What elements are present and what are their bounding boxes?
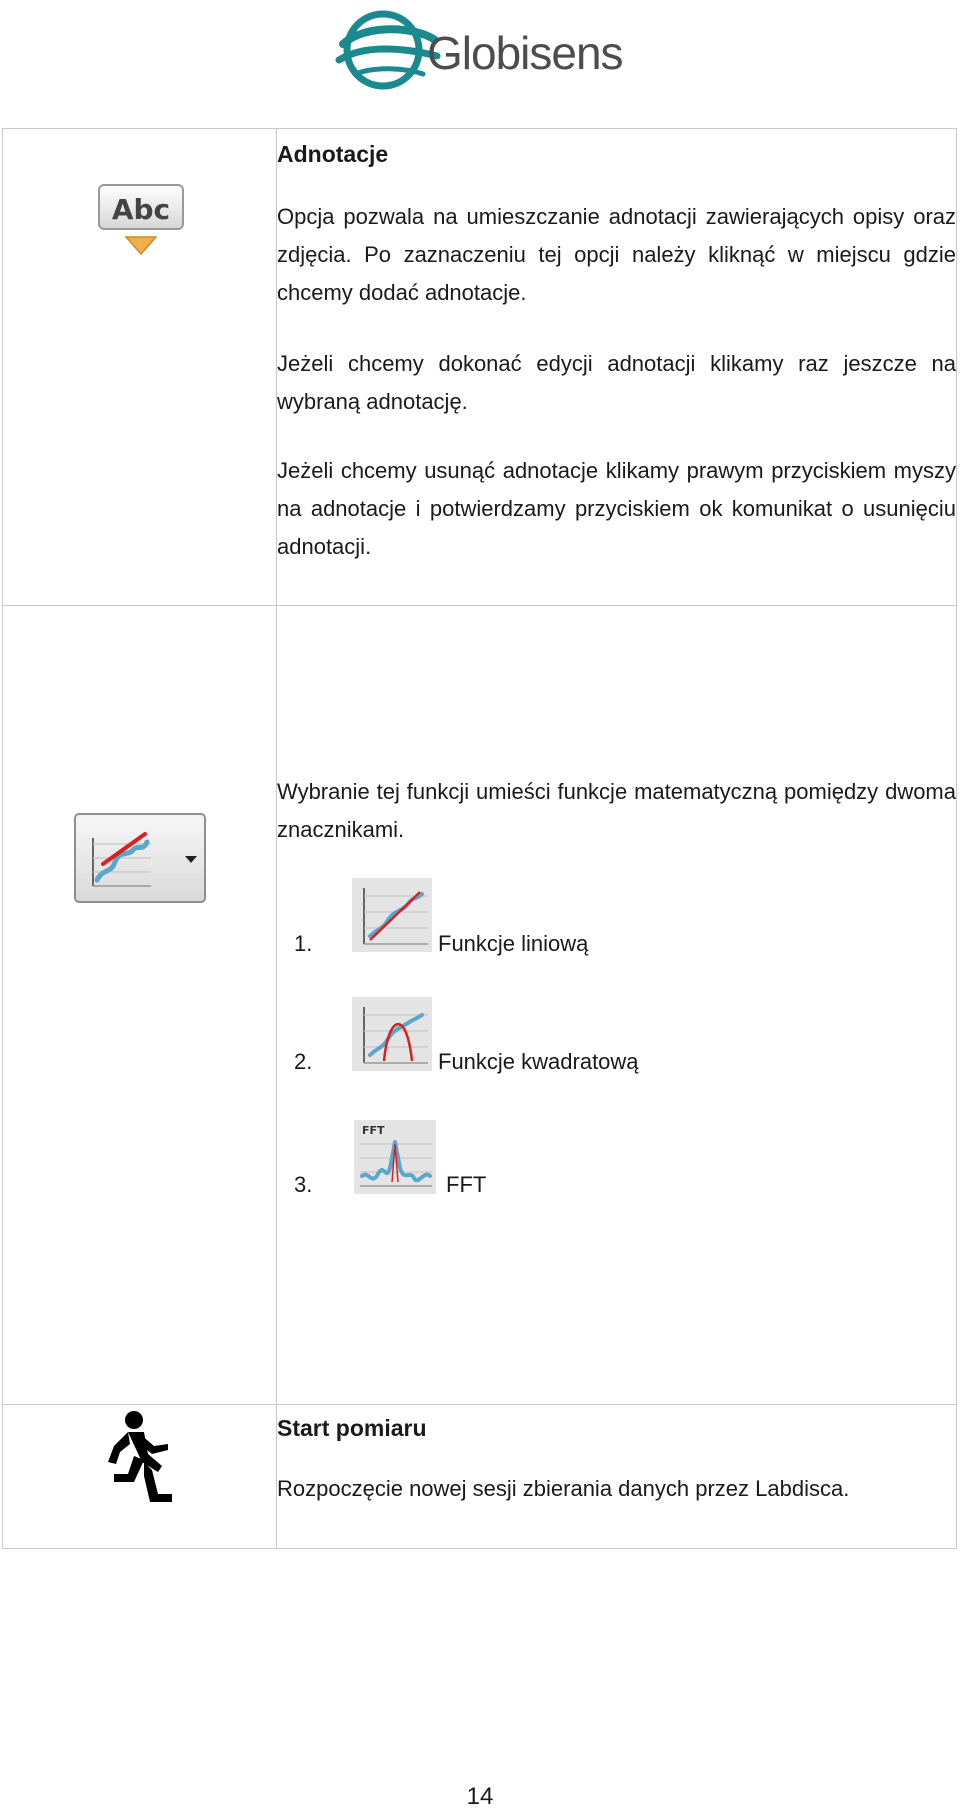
- annotations-paragraph-1: Opcja pozwala na umieszczanie adnotacji zawierających opisy oraz zdjęcia. Po zaznaczeniu tej opcji należy kliknąć w miejscu gdzie chcemy dodać adnotacje.: [277, 204, 956, 305]
- abc-annotation-icon[interactable]: [96, 182, 186, 260]
- running-man-icon[interactable]: [104, 1410, 176, 1510]
- globisens-logo: [335, 4, 625, 92]
- linear-function-icon: [352, 878, 432, 952]
- start-title: Start pomiaru: [277, 1415, 427, 1441]
- text-cell: [277, 129, 957, 606]
- icon-cell: [3, 606, 277, 1405]
- start-description: Rozpoczęcie nowej sesji zbierania danych przez Labdisca.: [277, 1476, 850, 1501]
- list-number: 1.: [294, 931, 313, 956]
- quadratic-function-label: Funkcje kwadratową: [438, 1049, 639, 1074]
- svg-text:Abc: Abc: [111, 193, 171, 226]
- math-function-dropdown-icon[interactable]: [73, 812, 207, 904]
- math-intro: Wybranie tej funkcji umieści funkcje matematyczną pomiędzy dwoma znacznikami.: [277, 779, 956, 842]
- text-cell: [277, 1405, 957, 1549]
- list-number: 3.: [294, 1172, 313, 1197]
- page-number: 14: [466, 1783, 494, 1810]
- linear-function-label: Funkcje liniową: [438, 931, 589, 956]
- table-row-math-functions: [3, 606, 957, 1405]
- fft-icon: [354, 1120, 436, 1194]
- list-number: 2.: [294, 1049, 313, 1074]
- annotations-paragraph-3: Jeżeli chcemy usunąć adnotacje klikamy prawym przyciskiem myszy na adnotacje i potwierdzamy przyciskiem ok komunikat o usunięciu adnotacji.: [277, 458, 956, 559]
- fft-icon-text: FFT: [362, 1124, 385, 1137]
- annotations-title: Adnotacje: [277, 141, 389, 167]
- brand-name: Globisens: [427, 27, 623, 79]
- annotations-paragraph-2: Jeżeli chcemy dokonać edycji adnotacji klikamy raz jeszcze na wybraną adnotację.: [277, 351, 956, 414]
- fft-label: FFT: [446, 1172, 487, 1197]
- quadratic-function-icon: [352, 997, 432, 1071]
